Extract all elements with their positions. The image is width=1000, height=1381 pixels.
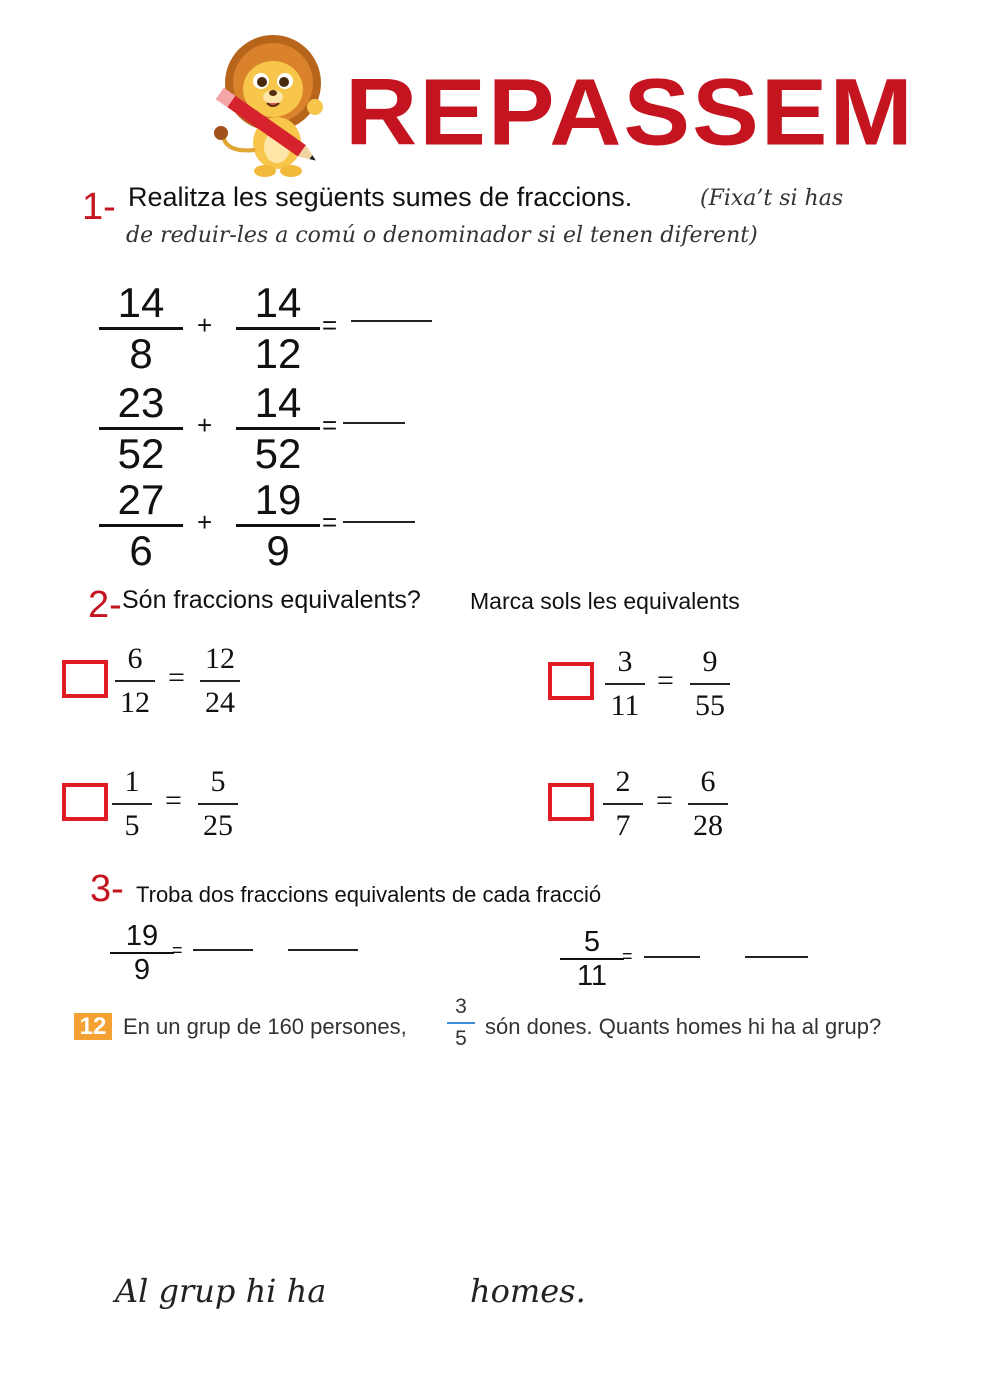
numerator: 12 xyxy=(205,642,235,675)
equals-sign: = xyxy=(165,784,182,817)
fraction xyxy=(605,645,645,723)
fraction-sum-2-second xyxy=(236,380,320,477)
fraction-bar xyxy=(605,683,645,685)
fraction-bar xyxy=(690,683,730,685)
answer-line-equivalent-2a[interactable] xyxy=(644,956,700,958)
denominator: 7 xyxy=(615,809,631,842)
problem-text-before: En un grup de 160 persones, xyxy=(123,1014,407,1039)
denominator: 11 xyxy=(576,960,608,992)
numerator: 5 xyxy=(583,926,601,958)
answer-line-sum-2[interactable] xyxy=(343,422,405,424)
equals-sign: = xyxy=(322,310,338,340)
numerator: 14 xyxy=(117,279,165,326)
section-1-hint-line1: (Fixa’t si has xyxy=(700,186,844,211)
plus-sign: + xyxy=(197,410,213,440)
denominator: 11 xyxy=(610,689,640,722)
checkbox-equivalence-2[interactable] xyxy=(548,662,594,700)
fraction xyxy=(115,642,155,720)
numerator: 6 xyxy=(700,765,716,798)
answer-line-equivalent-1b[interactable] xyxy=(288,949,358,951)
section-1-number: 1- xyxy=(82,186,116,228)
equals-sign: = xyxy=(172,940,183,960)
fraction-bar xyxy=(603,803,643,805)
numerator: 27 xyxy=(117,476,165,523)
section-2-instruction-part1: Són fraccions equivalents? xyxy=(122,586,421,614)
section-1-hint-line2: de reduir-les a comú o denominador si el tenen diferent) xyxy=(126,223,758,248)
numerator: 14 xyxy=(254,279,302,326)
page-title: REPASSEM xyxy=(345,58,915,166)
denominator: 52 xyxy=(254,430,302,477)
fraction-sum-3-first xyxy=(99,477,183,574)
checkbox-equivalence-4[interactable] xyxy=(548,783,594,821)
answer-line-equivalent-2b[interactable] xyxy=(745,956,808,958)
checkbox-equivalence-1[interactable] xyxy=(62,660,108,698)
answer-suffix: homes. xyxy=(470,1272,586,1310)
fraction-sum-2-first xyxy=(99,380,183,477)
numerator: 2 xyxy=(615,765,631,798)
fraction-to-expand-1 xyxy=(110,922,174,984)
fraction xyxy=(603,765,643,843)
section-3-number: 3- xyxy=(90,868,124,910)
fraction-sum-3-second xyxy=(236,477,320,574)
fraction xyxy=(688,765,728,843)
checkbox-equivalence-3[interactable] xyxy=(62,783,108,821)
denominator: 25 xyxy=(203,809,233,842)
answer-line-sum-1[interactable] xyxy=(351,320,432,322)
answer-line-sum-3[interactable] xyxy=(343,521,415,523)
fraction-bar xyxy=(198,803,238,805)
plus-sign: + xyxy=(197,310,213,340)
mascot-icon xyxy=(205,25,335,180)
denominator: 28 xyxy=(693,809,723,842)
numerator: 23 xyxy=(117,379,165,426)
fraction-bar xyxy=(200,680,240,682)
fraction xyxy=(198,765,238,843)
problem-text-after: són dones. Quants homes hi ha al grup? xyxy=(485,1014,882,1039)
fraction xyxy=(690,645,730,723)
denominator: 6 xyxy=(129,527,153,574)
fraction xyxy=(200,642,240,720)
denominator: 12 xyxy=(120,686,150,719)
numerator: 6 xyxy=(127,642,143,675)
equals-sign: = xyxy=(622,946,633,966)
fraction xyxy=(112,765,152,843)
numerator: 19 xyxy=(125,920,159,952)
answer-prefix: Al grup hi ha xyxy=(115,1272,327,1310)
denominator: 9 xyxy=(266,527,290,574)
numerator: 19 xyxy=(254,476,302,523)
fraction-to-expand-2 xyxy=(560,928,624,990)
denominator: 5 xyxy=(124,809,140,842)
section-1-instruction: Realitza les següents sumes de fraccions. xyxy=(128,182,633,212)
answer-input-men[interactable] xyxy=(340,1276,464,1312)
numerator: 14 xyxy=(254,379,302,426)
fraction-sum-1-first xyxy=(99,280,183,377)
numerator: 9 xyxy=(702,645,718,678)
fraction-bar xyxy=(115,680,155,682)
fraction-sum-1-second xyxy=(236,280,320,377)
numerator: 3 xyxy=(617,645,633,678)
answer-line-equivalent-1a[interactable] xyxy=(193,949,253,951)
equals-sign: = xyxy=(168,661,185,694)
equals-sign: = xyxy=(657,664,674,697)
problem-number-badge: 12 xyxy=(74,1013,112,1040)
fraction-bar xyxy=(112,803,152,805)
numerator: 3 xyxy=(455,995,467,1018)
equals-sign: = xyxy=(656,784,673,817)
denominator: 5 xyxy=(455,1027,467,1050)
denominator: 52 xyxy=(117,430,165,477)
plus-sign: + xyxy=(197,507,213,537)
denominator: 9 xyxy=(133,954,151,986)
section-2-number: 2- xyxy=(88,584,122,626)
denominator: 55 xyxy=(695,689,725,722)
fraction-bar xyxy=(688,803,728,805)
section-2-instruction-part2: Marca sols les equivalents xyxy=(470,588,740,614)
equals-sign: = xyxy=(322,410,338,440)
fraction-bar xyxy=(447,1022,475,1024)
numerator: 5 xyxy=(210,765,226,798)
denominator: 8 xyxy=(129,330,153,377)
denominator: 12 xyxy=(254,330,302,377)
numerator: 1 xyxy=(124,765,140,798)
section-3-instruction: Troba dos fraccions equivalents de cada fracció xyxy=(136,882,602,907)
problem-fraction xyxy=(447,995,475,1051)
equals-sign: = xyxy=(322,507,338,537)
denominator: 24 xyxy=(205,686,235,719)
